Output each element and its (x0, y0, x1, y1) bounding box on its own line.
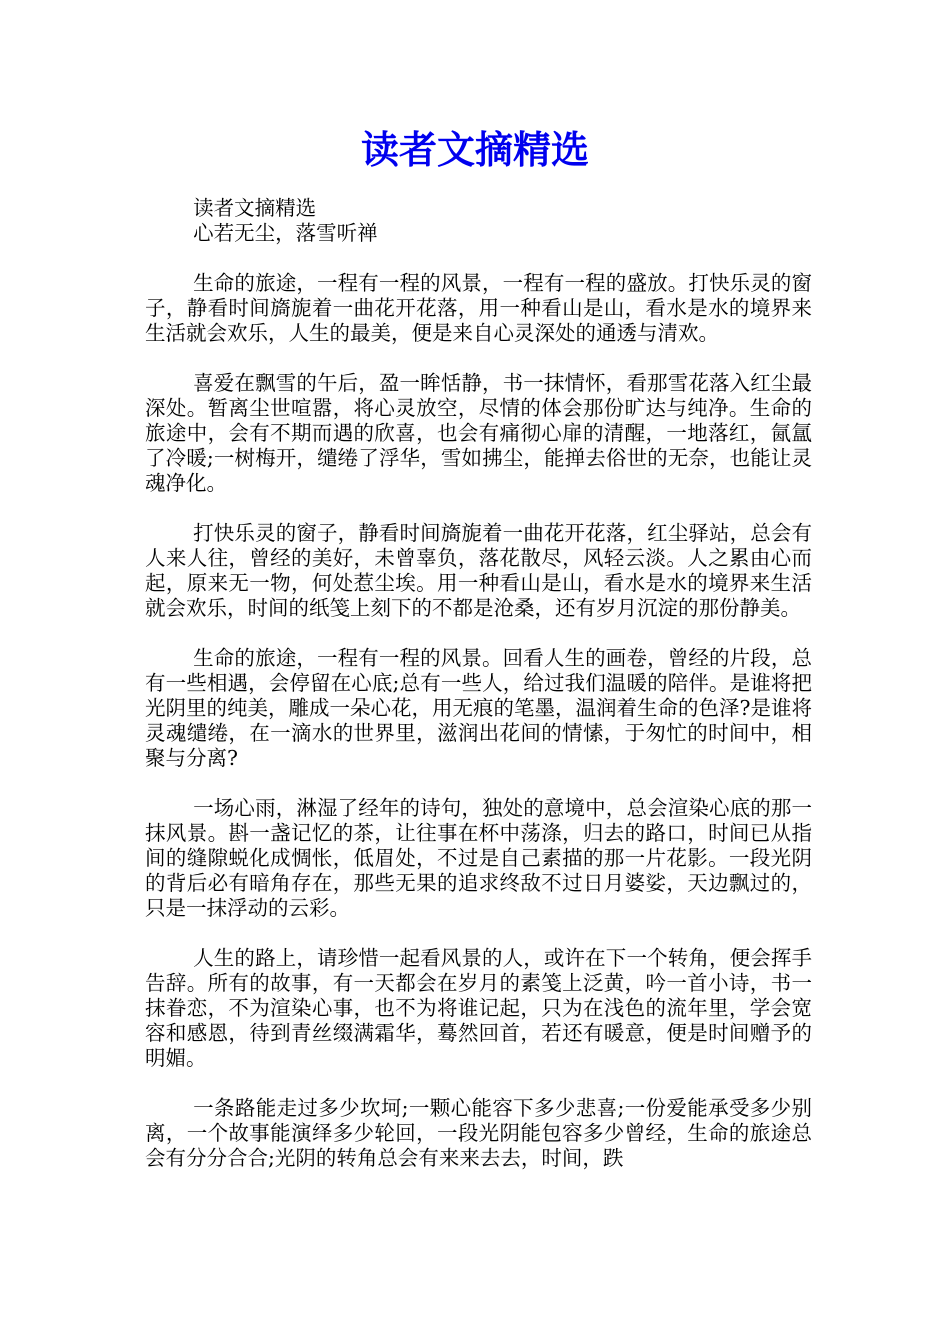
body-paragraph: 人生的路上，请珍惜一起看风景的人，或许在下一个转角，便会挥手告辞。所有的故事，有一天都会在岁月的素笺上泛黄，吟一首小诗，书一抹眷恋，不为渲染心事，也不为将谁记起，只为在浅色的流年里，学会宽容和感恩，待到青丝缀满霜华，蓦然回首，若还有暖意，便是时间赠予的明媚。 (145, 946, 812, 1070)
body-paragraph: 喜爱在飘雪的午后，盈一眸恬静，书一抹情怀，看那雪花落入红尘最深处。暂离尘世喧嚣，将心灵放空，尽情的体会那份旷达与纯净。生命的旅途中，会有不期而遇的欣喜，也会有痛彻心扉的清醒，一地落红，氤氲了冷暖;一树梅开，缱绻了浮华，雪如拂尘，能掸去俗世的无奈，也能让灵魂净化。 (145, 371, 812, 495)
document-title: 读者文摘精选 (360, 127, 589, 172)
subtitle-line: 读者文摘精选 (193, 196, 317, 220)
body-paragraph: 一条路能走过多少坎坷;一颗心能容下多少悲喜;一份爱能承受多少别离，一个故事能演绎多少轮回，一段光阴能包容多少曾经，生命的旅途总会有分分合合;光阴的转角总会有来来去去，时间，跌 (145, 1096, 812, 1170)
body-paragraph: 一场心雨，淋湿了经年的诗句，独处的意境中，总会渲染心底的那一抹风景。斟一盏记忆的茶，让往事在杯中荡涤，归去的路口，时间已从指间的缝隙蜕化成惆怅，低眉处，不过是自己素描的那一片花影。一段光阴的背后必有暗角存在，那些无果的追求终敌不过日月婆娑，天边飘过的，只是一抹浮动的云彩。 (145, 796, 812, 920)
document-body (145, 196, 812, 1196)
subtitle-line: 心若无尘，落雪听禅 (193, 221, 378, 245)
spacer (145, 246, 812, 271)
body-paragraph: 生命的旅途，一程有一程的风景，一程有一程的盛放。打快乐灵的窗子，静看时间旖旎着一曲花开花落，用一种看山是山，看水是水的境界来生活就会欢乐，人生的最美，便是来自心灵深处的通透与清欢。 (145, 271, 812, 345)
body-paragraph: 打快乐灵的窗子，静看时间旖旎着一曲花开花落，红尘驿站，总会有人来人往，曾经的美好，未曾辜负，落花散尽，风轻云淡。人之累由心而起，原来无一物，何处惹尘埃。用一种看山是山，看水是水的境界来生活就会欢乐，时间的纸笺上刻下的不都是沧桑，还有岁月沉淀的那份静美。 (145, 521, 812, 620)
body-paragraph: 生命的旅途，一程有一程的风景。回看人生的画卷，曾经的片段，总有一些相遇，会停留在心底;总有一些人，给过我们温暖的陪伴。是谁将把光阴里的纯美，雕成一朵心花，用无痕的笔墨，温润着生命的色泽?是谁将灵魂缱绻，在一滴水的世界里，滋润出花间的情愫，于匆忙的时间中，相聚与分离? (145, 646, 812, 770)
